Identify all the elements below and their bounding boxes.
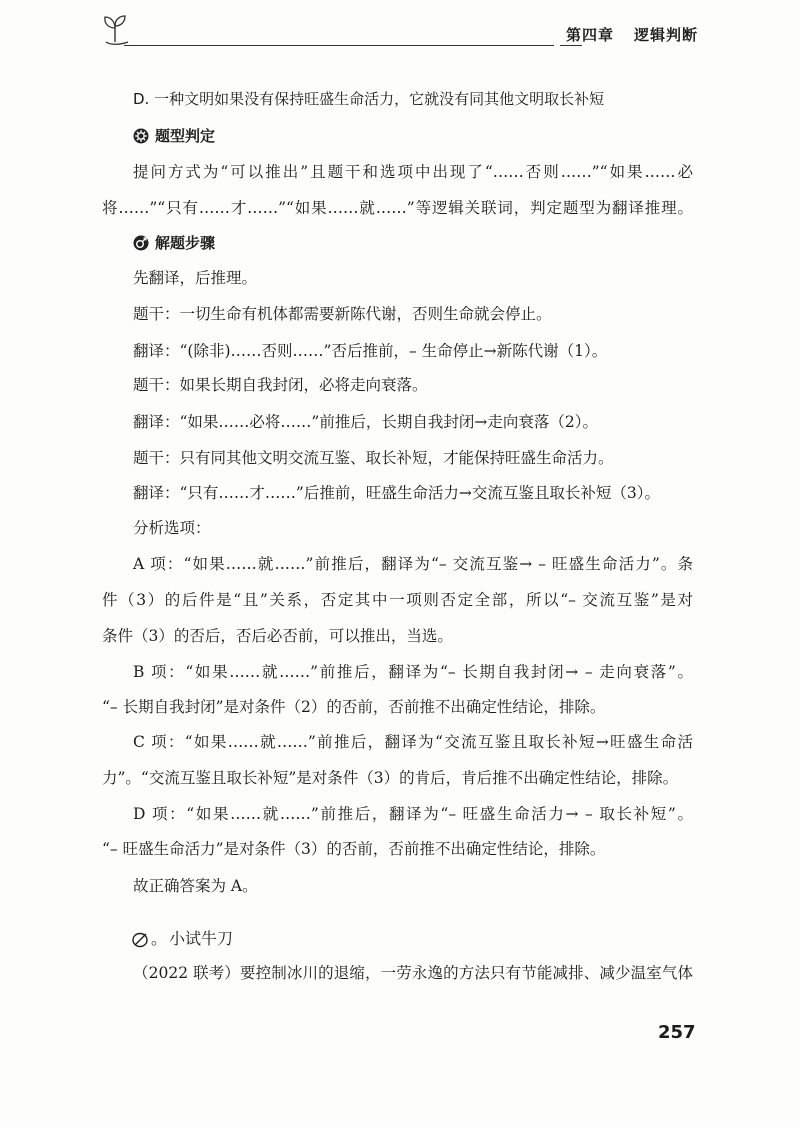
analysis-c-line-1: C 项：“如果……就……”前推后，翻译为“交流互鉴且取长补短→旺盛生命活 (133, 733, 693, 751)
header-title (566, 24, 698, 45)
type-line-1: 提问方式为“可以推出”且题干和选项中出现了“……否则……”“如果……必 (133, 163, 693, 181)
practice-heading (131, 928, 233, 950)
steps-line: 先翻译，后推理。 (133, 269, 258, 287)
gear-icon (133, 128, 149, 144)
target-icon (133, 235, 149, 251)
steps-line: 题干：只有同其他文明交流互鉴、取长补短，才能保持旺盛生命活力。 (133, 449, 614, 467)
analysis-d-line-2: “– 旺盛生命活力”是对条件（3）的否前，否前推不出确定性结论，排除。 (102, 840, 606, 858)
chapter-label: 第四章 (566, 26, 615, 44)
header-dash (560, 45, 582, 46)
pencil-circle-icon (131, 929, 151, 949)
type-heading-label: 题型判定 (155, 127, 216, 145)
chapter-title: 逻辑判断 (634, 26, 699, 44)
analysis-a-line-3: 条件（3）的否后，否后必否前，可以推出，当选。 (102, 627, 453, 645)
steps-line: 分析选项： (133, 519, 211, 537)
analysis-b-line-2: “– 长期自我封闭”是对条件（2）的否前，否前推不出确定性结论，排除。 (102, 698, 606, 716)
analysis-c-line-2: 力”。“交流互鉴且取长补短”是对条件（3）的肯后，肯后推不出确定性结论，排除。 (102, 769, 679, 787)
practice-heading-label: 小试牛刀 (169, 929, 234, 948)
sprout-icon (98, 12, 132, 46)
page-number: 257 (658, 1022, 696, 1043)
steps-line: 翻译：“只有……才……”后推前，旺盛生命活力→交流互鉴且取长补短（3）。 (133, 484, 660, 502)
running-header (98, 12, 698, 48)
steps-line: 题干：一切生命有机体都需要新陈代谢，否则生命就会停止。 (133, 305, 552, 323)
practice-line-1: （2022 联考）要控制冰川的退缩，一劳永逸的方法只有节能减排、减少温室气体 (133, 964, 693, 982)
steps-line: 翻译：“(除非)……否则……”否后推前，– 生命停止→新陈代谢（1）。 (133, 342, 608, 360)
analysis-a-line-2: 件（3）的后件是“且”关系，否定其中一项则否定全部，所以“– 交流互鉴”是对 (102, 591, 693, 609)
analysis-a-line-1: A 项：“如果……就……”前推后，翻译为“– 交流互鉴→ – 旺盛生命活力”。条 (133, 555, 693, 573)
type-line-2: 将……”“只有……才……”“如果……就……”等逻辑关联词，判定题型为翻译推理。 (102, 199, 693, 217)
steps-line: 题干：如果长期自我封闭，必将走向衰落。 (133, 376, 428, 394)
option-d: D. 一种文明如果没有保持旺盛生命活力，它就没有同其他文明取长补短 (133, 90, 605, 108)
analysis-b-line-1: B 项：“如果……就……”前推后，翻译为“– 长期自我封闭→ – 走向衰落”。 (133, 663, 693, 681)
analysis-d-line-1: D 项：“如果……就……”前推后，翻译为“– 旺盛生命活力→ – 取长补短”。 (133, 805, 693, 823)
practice-dot: 。 (151, 929, 168, 948)
header-rule (124, 45, 554, 46)
steps-heading-label: 解题步骤 (155, 234, 216, 252)
answer-line: 故正确答案为 A。 (133, 877, 258, 895)
steps-heading (133, 233, 215, 253)
steps-line: 翻译：“如果……必将……”前推后，长期自我封闭→走向衰落（2）。 (133, 413, 598, 431)
type-heading (133, 126, 215, 146)
